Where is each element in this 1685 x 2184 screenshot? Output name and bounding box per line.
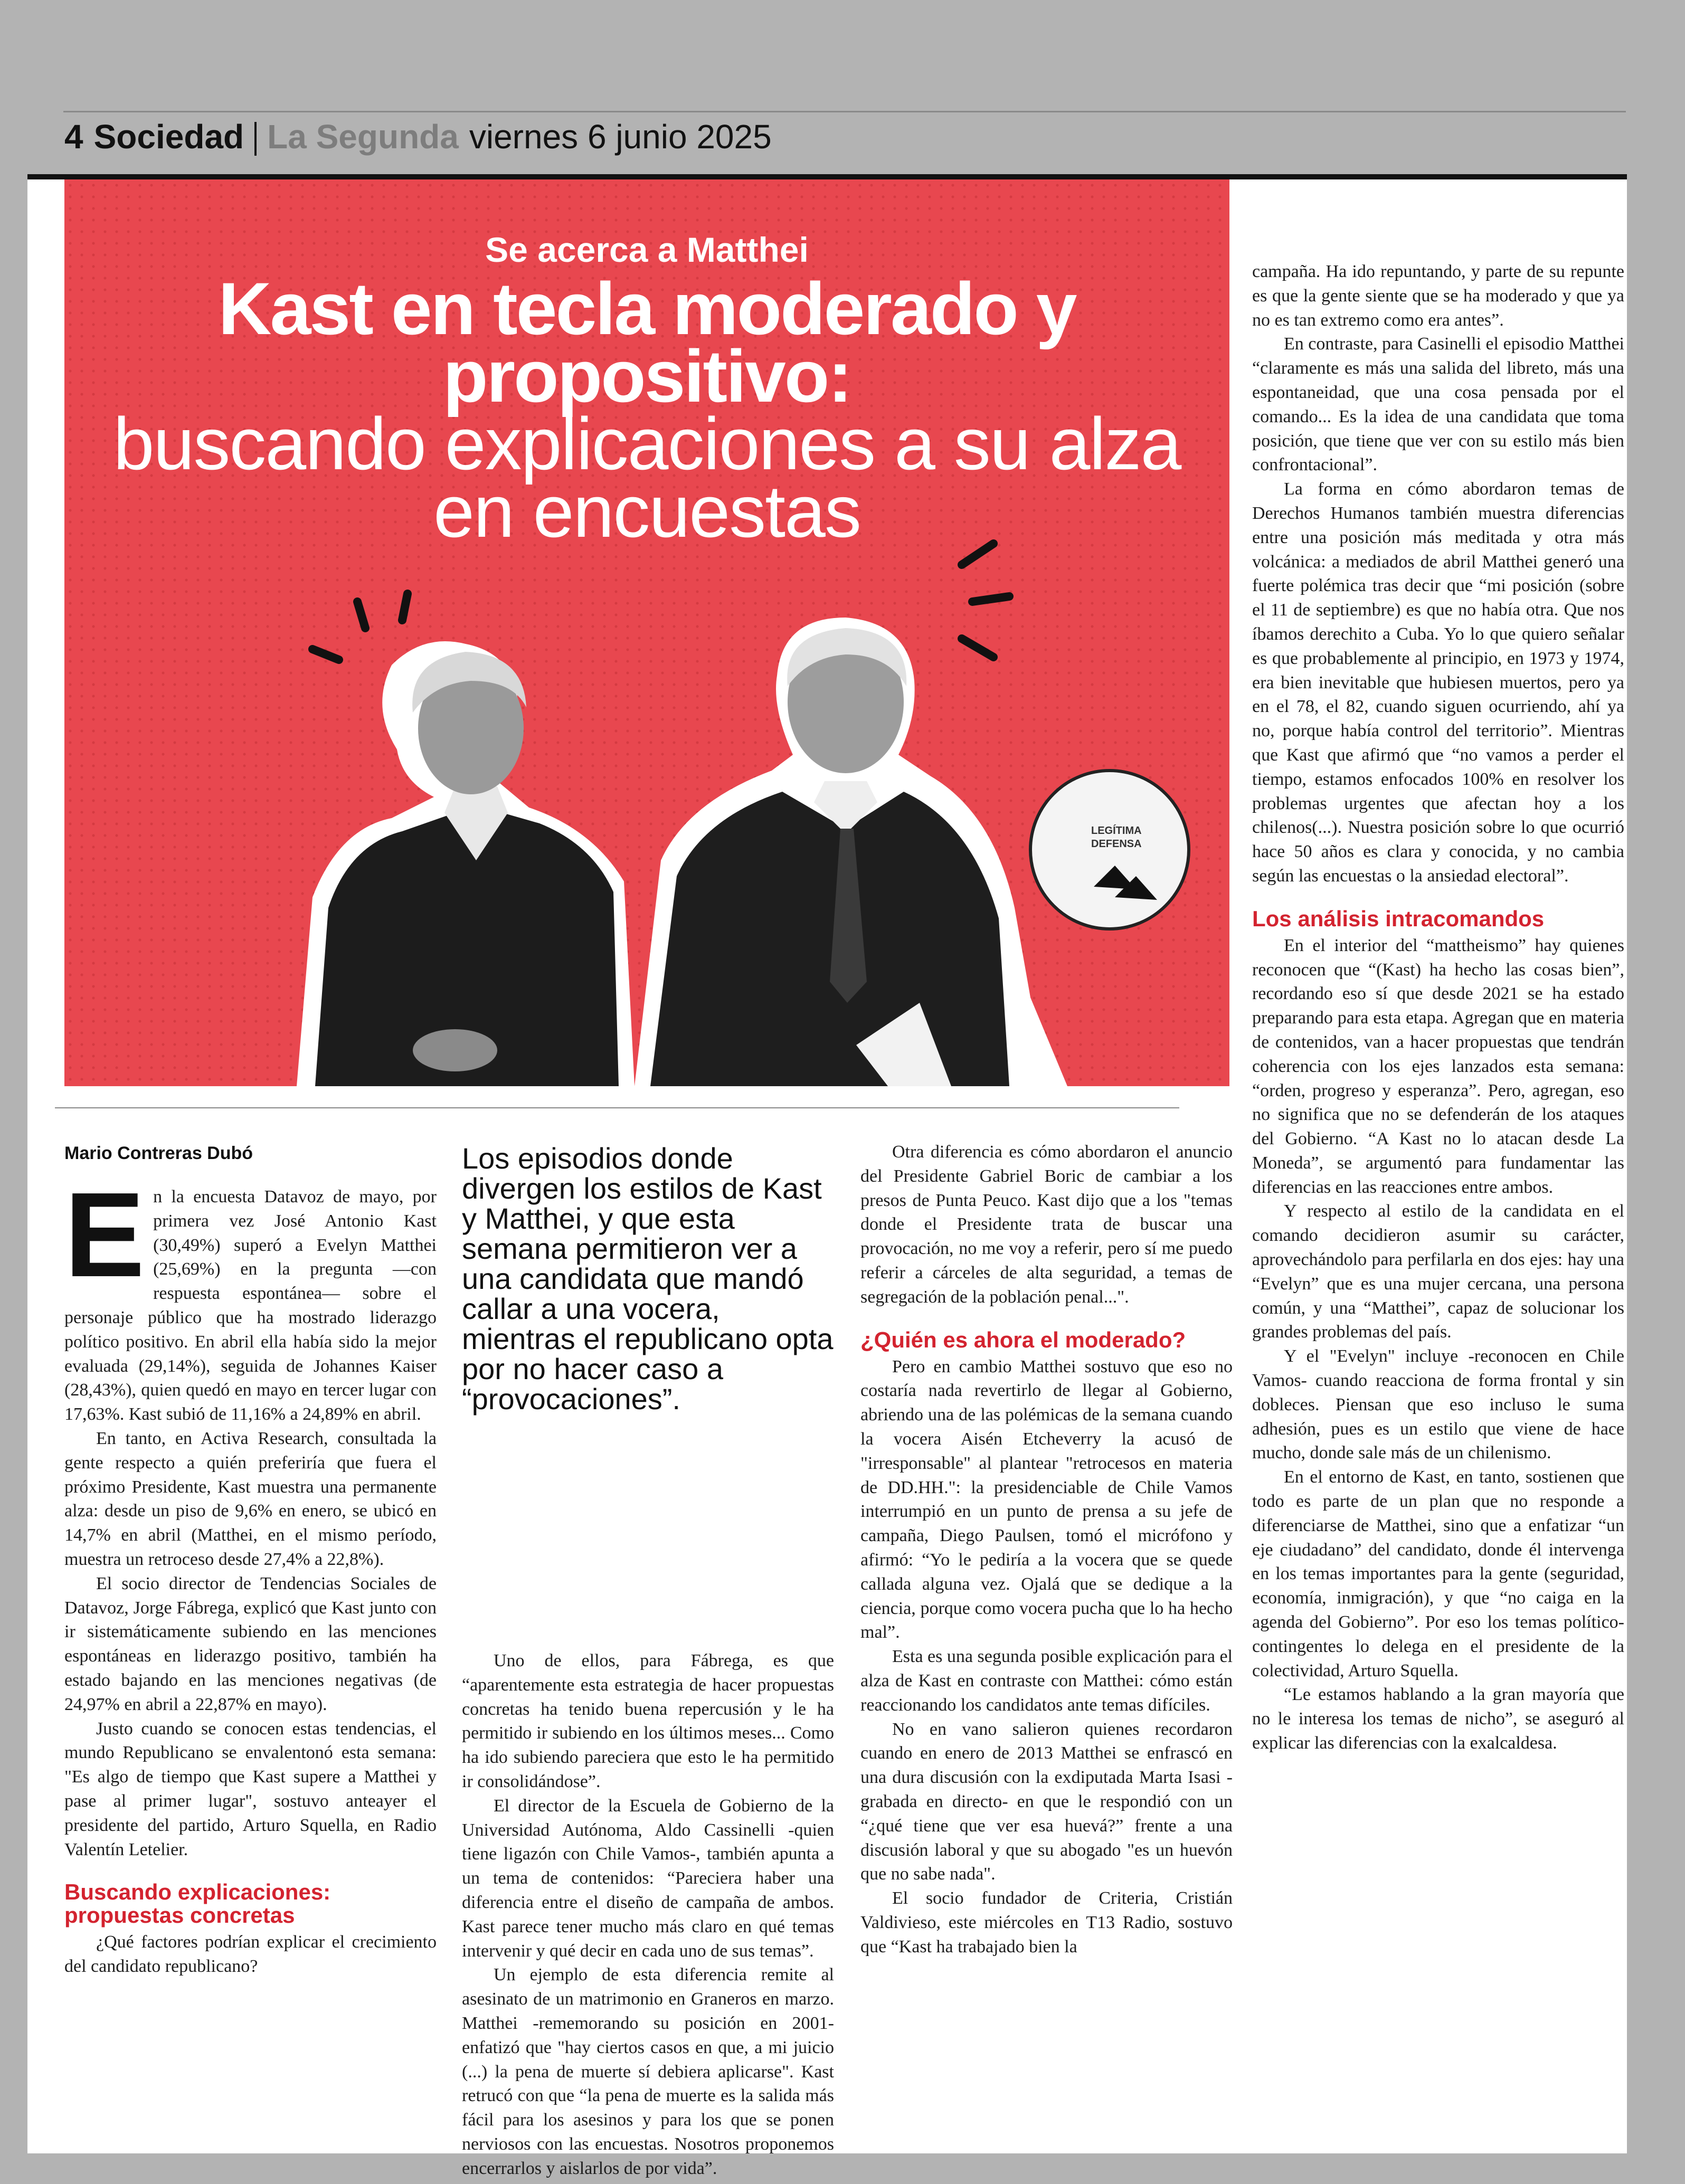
page-header (64, 117, 772, 160)
drop-cap: E (64, 1168, 145, 1302)
paragraph: “Le estamos hablando a la gran mayoría que no le interesa los temas de nicho”, se aseguró al explicar las diferencias con la exalcaldesa. (1252, 1685, 1624, 1753)
byline: Mario Contreras Dubó (64, 1143, 253, 1163)
subheading: ¿Quién es ahora el moderado? (860, 1327, 1186, 1352)
paragraph: El socio fundador de Criteria, Cristián Valdivieso, este miércoles en T13 Radio, sostuvo que “Kast ha trabajado bien la (860, 1888, 1233, 1957)
article-column-3 (860, 1140, 1233, 1959)
paragraph: En el interior del “mattheismo” hay quienes reconocen que “(Kast) ha hecho las cosas bien”, recordando eso sí que desde 2021 se ha estado preparando para esta etapa. Agregan que en materia de contenidos, van a hacer propuestas que tendrán coherencia con los ejes lanzados esta semana: “orden, progreso y esperanza”. Pero, agregan, eso no significa que no se defenderán de los ataques del Gobierno. “A Kast no lo atacan desde La Moneda”, se argumentó para fundamentar las diferencias en las reacciones entre ambos. (1252, 935, 1624, 1197)
paragraph: Y respecto al estilo de la candidata en el comando decidieron asumir su carácter, aprovechándolo para perfilarla en dos ejes: hay una “Evelyn” que es una mujer cercana, una persona común, y una “Matthei”, capaz de solucionar los grandes problemas del país. (1252, 1201, 1624, 1342)
byline-rule (55, 1107, 1179, 1108)
header-bar (27, 174, 1627, 179)
publication-name: La Segunda (267, 118, 459, 156)
header-top-rule (63, 111, 1626, 112)
article-column-1 (64, 1168, 437, 1979)
paragraph: En la encuesta Datavoz de mayo, por primera vez José Antonio Kast (30,49%) superó a Evelyn Matthei (25,69%) en la pregunta —con respuesta espontánea— sobre el personaje público que ha mostrado liderazgo político positivo. En abril ella había sido la mejor evaluada (29,14%), seguida de Johannes Kaiser (28,43%), quien quedó en mayo en tercer lugar con 17,63%. Kast subió de 11,16% a 24,89% en abril. (64, 1168, 437, 1425)
hero-titles (64, 230, 1229, 553)
paragraph: Esta es una segunda posible explicación para el alza de Kast en contraste con Matthei: cómo están reaccionando los candidatos ante temas difíciles. (860, 1647, 1233, 1715)
hero-banner (64, 179, 1229, 1086)
subheading: Los análisis intracomandos (1252, 906, 1545, 931)
section-name: Sociedad (93, 118, 244, 156)
issue-date: viernes 6 junio 2025 (469, 118, 772, 156)
paragraph: campaña. Ha ido repuntando, y parte de su repunte es que la gente siente que se ha moderado y que ya no es tan extremo como era antes”. (1252, 262, 1624, 330)
man-figure (635, 618, 1189, 1086)
subhead: buscando explicaciones a su alza en encuestas (113, 402, 1181, 553)
woman-figure (297, 641, 635, 1086)
newspaper-page (27, 179, 1627, 2178)
headline: Kast en tecla moderado y propositivo: (218, 267, 1076, 417)
paragraph: Pero en cambio Matthei sostuvo que eso no costaría nada revertirlo de llegar al Gobierno, abriendo una de las polémicas de la semana cuando la vocera Aisén Etcheverry la acusó de "irresponsable" al plantear "retrocesos en materia de DD.HH.": la presidenciable de Chile Vamos interrumpió en un punto de prensa a su jefe de campaña, Diego Paulsen, tomó el micrófono y afirmó: “Yo le pediría a la vocera que se quede callada alguna vez. Ojalá que se dedique a la ciencia, porque como vocera pucha que lo ha hecho mal”. (860, 1356, 1233, 1642)
paragraph: Y el "Evelyn" incluye -reconocen en Chile Vamos- cuando reacciona de forma frontal y sin dobleces. Piensan que eso incluso le suma adhesión, pues es un estilo que viene de hace mucho, donde sale más de un chilenismo. (1252, 1346, 1624, 1463)
paragraph: El socio director de Tendencias Sociales de Datavoz, Jorge Fábrega, explicó que Kast junto con ir sistemáticamente subiendo en las menciones espontáneas en liderazgo positivo, también ha estado bajando en las menciones negativas (de 24,97% en abril a 22,87% en mayo). (64, 1573, 437, 1714)
article-column-2 (462, 1649, 834, 2181)
paragraph: En tanto, en Activa Research, consultada la gente respecto a quién preferiría que fuera el próximo Presidente, Kast muestra una permanente alza: desde un piso de 9,6% en enero, se ubicó en 14,7% en abril (Matthei, en el mismo período, muestra un retroceso desde 27,4% a 22,8%). (64, 1428, 437, 1569)
article-column-4 (1252, 260, 1624, 1755)
pull-quote: Los episodios donde divergen los estilos de Kast y Matthei, y que esta semana permitieron ver a una candidata que mandó callar a una vocera, mientras el republicano opta por no hacer caso a “provocaciones”. (462, 1142, 834, 1416)
burst-lines-icon (962, 544, 1009, 657)
header-divider (254, 122, 257, 156)
burst-lines-icon (313, 594, 408, 660)
paragraph: ¿Qué factores podrían explicar el crecimiento del candidato republicano? (64, 1932, 437, 1977)
kicker: Se acerca a Matthei (485, 230, 809, 269)
ball-text: LEGÍTIMA (1091, 825, 1142, 837)
paragraph: El director de la Escuela de Gobierno de la Universidad Autónoma, Aldo Cassinelli -quien tiene ligazón con Chile Vamos-, también apunta a un tema de contenidos: “Pareciera haber una diferencia entre el diseño de campaña de ambos. Kast parece tener mucho más claro en qué temas intervenir y qué decir en cada uno de sus temas”. (462, 1796, 834, 1961)
paragraph: La forma en cómo abordaron temas de Derechos Humanos también muestra diferencias entre una posición más meditada y otra más volcánica: a mediados de abril Matthei generó una fuerte polémica tras decir que “mi posición (sobre el 11 de septiembre) es que no había otra. Que nos íbamos derechito a Cuba. Yo lo que quiero señalar es que probablemente al principio, en 1973 y 1974, era bien inevitable que hubiesen muertos, pero ya en el 78, el 82, cuando siguen ocurriendo, ahí ya no, porque había control del territorio”. Mientras que Kast que afirmó que “no vamos a perder el tiempo, estamos enfocados 100% en resolver los problemas urgentes que afectan hoy a los chilenos(...). Nuestra posición sobre lo que ocurrió hace 50 años es clara y conocida, y no cambia según las encuestas o la ansiedad electoral”. (1252, 479, 1624, 886)
paragraph: No en vano salieron quienes recordaron cuando en enero de 2013 Matthei se enfrascó en una dura discusión con la exdiputada Marta Isasi -grabada en directo- en que le respondió con un “¿qué tiene que ver esa huevá?” frente a una discusión laboral y que su abogado "es un huevón que no sabe nada". (860, 1719, 1233, 1884)
paragraph: En contraste, para Casinelli el episodio Matthei “claramente es más una salida del libreto, más una espontaneidad, que una cosa pensada por el comando... Es la idea de una candidata que toma posición, que tiene que ver con su estilo más bien confrontacional”. (1252, 334, 1624, 475)
paragraph: Uno de ellos, para Fábrega, es que “aparentemente esta estrategia de hacer propuestas concretas ha tenido buena repercusión y le ha permitido ir subiendo en los últimos meses... Como ha ido subiendo pareciera que esto le ha permitido ir consolidándose”. (462, 1651, 834, 1791)
paragraph: Justo cuando se conocen estas tendencias, el mundo Republicano se envalentonó esta semana: "Es algo de tiempo que Kast supere a Matthei y pase al primer lugar", sostuvo anteayer el presidente del partido, Arturo Squella, en Radio Valentín Letelier. (64, 1718, 437, 1859)
paragraph: En el entorno de Kast, en tanto, sostienen que todo es parte de un plan que no responde a diferenciarse de Matthei, sino que a enfatizar “un eje ciudadano” del candidato, donde él intervenga en los temas importantes para la gente (seguridad, economía, inmigración), y que “no caiga en la agenda del Gobierno”. Por eso los temas político-contingentes lo delega en el presidente de la colectividad, Arturo Squella. (1252, 1467, 1624, 1680)
subheading: Buscando explicaciones: propuestas concretas (64, 1879, 331, 1928)
page-number: 4 (64, 118, 83, 156)
paragraph: Un ejemplo de esta diferencia remite al asesinato de un matrimonio en Graneros en marzo. Matthei -rememorando su posición en 2001- enfatizó que "hay ciertos casos en que, a mi juicio (...) la pena de muerte sí debiera aplicarse". Kast retrucó con que “la pena de muerte es la salida más fácil para los asesinos y para los que se ponen nerviosos con las encuestas. Nosotros proponemos encerrarlos y aislarlos de por vida”. (462, 1965, 834, 2178)
ball-text: DEFENSA (1091, 838, 1142, 850)
paragraph: Otra diferencia es cómo abordaron el anuncio del Presidente Gabriel Boric de cambiar a los presos de Punta Peuco. Kast dijo que a los "temas donde el Presidente trata de buscar una provocación, no me voy a referir, pero sí me puedo referir a cárceles de alta seguridad, a temas de segregación de la población penal...". (860, 1142, 1233, 1307)
